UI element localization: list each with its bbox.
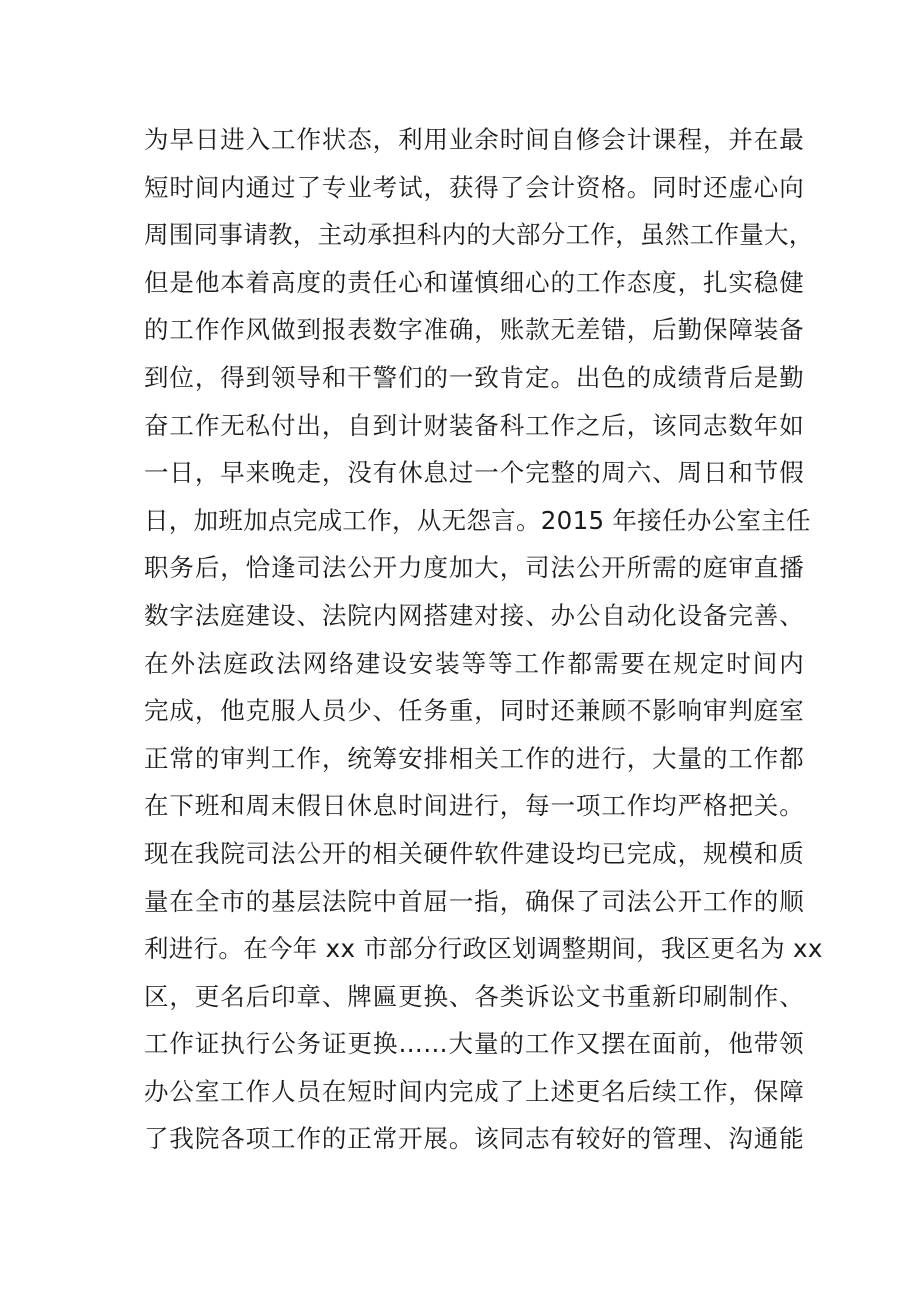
text-line: 为早日进入工作状态，利用业余时间自修会计课程，并在最 bbox=[144, 125, 804, 154]
text-line: 在外法庭政法网络建设安装等等工作都需要在规定时间内 bbox=[144, 648, 804, 678]
text-line: 的工作作风做到报表数字准确，账款无差错，后勤保障装备 bbox=[144, 315, 804, 345]
text-line: 职务后，恰逢司法公开力度加大，司法公开所需的庭审直播 bbox=[144, 553, 804, 583]
text-line: 完成，他克服人员少、任务重，同时还兼顾不影响审判庭室 bbox=[144, 696, 804, 726]
text-line: 但是他本着高度的责任心和谨慎细心的工作态度，扎实稳健 bbox=[144, 267, 804, 297]
text-line: 工作证执行公务证更换……大量的工作又摆在面前，他带领 bbox=[144, 1029, 804, 1059]
text-line: 奋工作无私付出，自到计财装备科工作之后，该同志数年如 bbox=[144, 410, 804, 440]
text-line: 现在我院司法公开的相关硬件软件建设均已完成，规模和质 bbox=[144, 838, 804, 868]
text-line: 利进行。在今年 xx 市部分行政区划调整期间，我区更名为 xx bbox=[144, 934, 823, 964]
text-line: 数字法庭建设、法院内网搭建对接、办公自动化设备完善、 bbox=[144, 600, 804, 630]
text-line: 日，加班加点完成工作，从无怨言。2015 年接任办公室主任 bbox=[144, 505, 811, 535]
text-line: 到位，得到领导和干警们的一致肯定。出色的成绩背后是勤 bbox=[144, 362, 804, 392]
body-text bbox=[144, 116, 823, 1163]
text-line: 在下班和周末假日休息时间进行，每一项工作均严格把关。 bbox=[144, 791, 804, 821]
text-line: 一日，早来晚走，没有休息过一个完整的周六、周日和节假 bbox=[144, 458, 804, 488]
text-line: 了我院各项工作的正常开展。该同志有较好的管理、沟通能 bbox=[144, 1124, 804, 1154]
text-line: 短时间内通过了专业考试，获得了会计资格。同时还虚心向 bbox=[144, 172, 804, 202]
text-line: 周围同事请教，主动承担科内的大部分工作，虽然工作量大， bbox=[144, 220, 814, 250]
text-line: 量在全市的基层法院中首屈一指，确保了司法公开工作的顺 bbox=[144, 886, 804, 916]
text-line: 区，更名后印章、牌匾更换、各类诉讼文书重新印刷制作、 bbox=[144, 981, 804, 1011]
text-line: 正常的审判工作，统筹安排相关工作的进行，大量的工作都 bbox=[144, 743, 804, 773]
text-line: 办公室工作人员在短时间内完成了上述更名后续工作，保障 bbox=[144, 1076, 804, 1106]
